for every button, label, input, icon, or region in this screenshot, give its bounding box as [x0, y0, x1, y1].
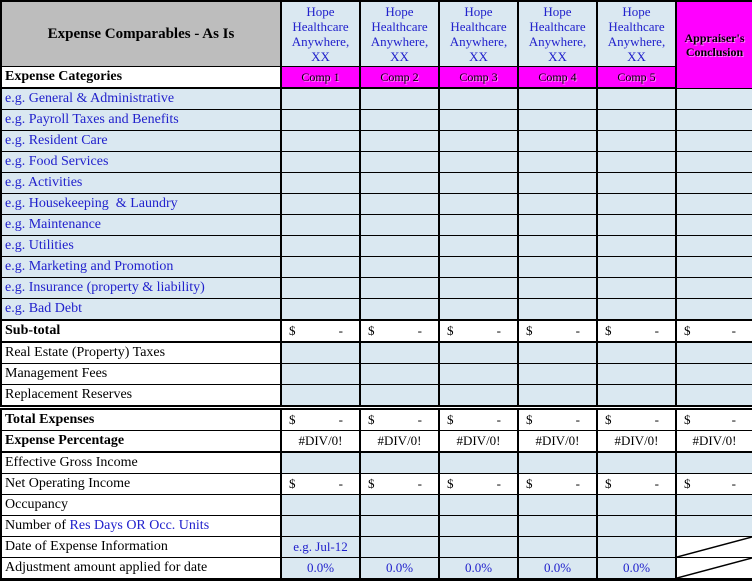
empty-data-cell[interactable]	[597, 495, 676, 516]
table-row	[1, 88, 752, 110]
empty-data-cell[interactable]	[360, 452, 439, 474]
data-cell[interactable]	[597, 537, 676, 558]
error-text: #DIV/0!	[535, 433, 580, 448]
row-label-text: Date of Expense Information	[5, 539, 168, 554]
money-cell[interactable]	[360, 408, 439, 431]
divide-by-zero-error-cell[interactable]	[518, 431, 597, 453]
table-row	[1, 152, 752, 173]
empty-data-cell[interactable]	[439, 516, 518, 537]
data-cell[interactable]	[597, 558, 676, 580]
row-label-text: e.g. Resident Care	[5, 133, 108, 148]
money-cell[interactable]	[518, 320, 597, 342]
expense-categories-header[interactable]: Expense Categories	[1, 67, 281, 89]
money-value: -	[338, 323, 343, 338]
money-cell[interactable]	[439, 474, 518, 495]
empty-data-cell[interactable]	[518, 364, 597, 385]
empty-data-cell[interactable]	[360, 152, 439, 173]
empty-data-cell[interactable]	[518, 215, 597, 236]
money-cell[interactable]	[597, 320, 676, 342]
table-row	[1, 194, 752, 215]
money-cell[interactable]	[597, 408, 676, 431]
money-cell[interactable]	[281, 474, 360, 495]
row-label-cell[interactable]	[1, 516, 281, 537]
row-label-cell[interactable]	[1, 431, 281, 453]
comp-label-1[interactable]: Comp 1	[281, 67, 360, 89]
currency-symbol: $	[605, 476, 612, 491]
empty-data-cell[interactable]	[439, 88, 518, 110]
table-row	[1, 278, 752, 299]
table-row	[1, 110, 752, 131]
empty-data-cell[interactable]	[597, 299, 676, 321]
empty-data-cell[interactable]	[518, 131, 597, 152]
money-cell[interactable]	[281, 408, 360, 431]
comp-label-5[interactable]: Comp 5	[597, 67, 676, 89]
empty-data-cell[interactable]	[281, 194, 360, 215]
table-row	[1, 431, 752, 453]
row-label-text: e.g. Marketing and Promotion	[5, 259, 174, 274]
row-label-text: e.g. General & Administrative	[5, 91, 175, 106]
empty-data-cell[interactable]	[281, 385, 360, 408]
money-value: -	[731, 323, 736, 338]
empty-data-cell[interactable]	[597, 385, 676, 408]
row-label-highlight: Res Days OR Occ. Units	[69, 518, 210, 533]
empty-data-cell[interactable]	[439, 194, 518, 215]
empty-data-cell[interactable]	[676, 495, 752, 516]
money-cell[interactable]	[518, 408, 597, 431]
empty-data-cell[interactable]	[597, 236, 676, 257]
row-label-cell[interactable]	[1, 474, 281, 495]
row-label-text: e.g. Payroll Taxes and Benefits	[5, 112, 179, 127]
error-text: #DIV/0!	[298, 433, 343, 448]
empty-data-cell[interactable]	[439, 110, 518, 131]
empty-data-cell[interactable]	[676, 131, 752, 152]
money-value: -	[575, 412, 580, 427]
empty-data-cell[interactable]	[439, 152, 518, 173]
row-label-cell[interactable]	[1, 320, 281, 342]
currency-symbol: $	[289, 412, 296, 427]
empty-data-cell[interactable]	[518, 152, 597, 173]
empty-data-cell[interactable]	[597, 194, 676, 215]
empty-data-cell[interactable]	[439, 236, 518, 257]
empty-data-cell[interactable]	[676, 278, 752, 299]
divide-by-zero-error-cell[interactable]	[597, 431, 676, 453]
money-value: -	[731, 476, 736, 491]
money-value: -	[496, 412, 501, 427]
empty-data-cell[interactable]	[597, 131, 676, 152]
row-label-text: e.g. Housekeeping & Laundry	[5, 196, 178, 211]
row-label-cell[interactable]	[1, 537, 281, 558]
row-label-text: Real Estate (Property) Taxes	[5, 345, 166, 360]
empty-data-cell[interactable]	[281, 215, 360, 236]
empty-data-cell[interactable]	[360, 516, 439, 537]
empty-data-cell[interactable]	[676, 173, 752, 194]
money-value: -	[338, 412, 343, 427]
row-label-text: Net Operating Income	[5, 476, 131, 491]
empty-data-cell[interactable]	[439, 452, 518, 474]
money-value: -	[417, 476, 422, 491]
empty-data-cell[interactable]	[597, 173, 676, 194]
divide-by-zero-error-cell[interactable]	[676, 431, 752, 453]
empty-data-cell[interactable]	[281, 516, 360, 537]
comp-label-3[interactable]: Comp 3	[439, 67, 518, 89]
table-row	[1, 537, 752, 558]
table-row	[1, 173, 752, 194]
error-text: #DIV/0!	[692, 433, 737, 448]
row-label-text: Sub-total	[5, 323, 61, 338]
data-cell[interactable]	[439, 537, 518, 558]
table-row	[1, 474, 752, 495]
empty-data-cell[interactable]	[439, 364, 518, 385]
row-label-cell[interactable]	[1, 495, 281, 516]
empty-data-cell[interactable]	[676, 236, 752, 257]
comp-label-4[interactable]: Comp 4	[518, 67, 597, 89]
empty-data-cell[interactable]	[676, 342, 752, 364]
row-label-cell[interactable]	[1, 110, 281, 131]
cell-value: 0.0%	[543, 560, 572, 575]
empty-data-cell[interactable]	[597, 516, 676, 537]
empty-data-cell[interactable]	[518, 299, 597, 321]
empty-data-cell[interactable]	[281, 110, 360, 131]
empty-data-cell[interactable]	[281, 342, 360, 364]
money-cell[interactable]	[439, 320, 518, 342]
table-row	[1, 558, 752, 580]
comp-label-row	[1, 67, 752, 89]
diagonal-strike-icon	[677, 537, 752, 557]
money-value: -	[496, 323, 501, 338]
empty-data-cell[interactable]	[360, 194, 439, 215]
row-label-cell[interactable]	[1, 215, 281, 236]
currency-symbol: $	[684, 476, 691, 491]
currency-symbol: $	[605, 412, 612, 427]
table-row	[1, 131, 752, 152]
empty-data-cell[interactable]	[439, 173, 518, 194]
empty-data-cell[interactable]	[439, 299, 518, 321]
money-cell[interactable]	[676, 320, 752, 342]
empty-data-cell[interactable]	[518, 452, 597, 474]
table-row	[1, 215, 752, 236]
empty-data-cell[interactable]	[439, 215, 518, 236]
empty-data-cell[interactable]	[360, 299, 439, 321]
row-label-cell[interactable]	[1, 236, 281, 257]
empty-data-cell[interactable]	[281, 236, 360, 257]
row-label-cell[interactable]	[1, 278, 281, 299]
money-value: -	[654, 323, 659, 338]
empty-data-cell[interactable]	[597, 364, 676, 385]
row-label-cell[interactable]	[1, 364, 281, 385]
currency-symbol: $	[368, 476, 375, 491]
empty-data-cell[interactable]	[439, 278, 518, 299]
data-cell[interactable]	[518, 537, 597, 558]
cell-value: 0.0%	[306, 560, 335, 575]
table-row	[1, 408, 752, 431]
empty-data-cell[interactable]	[518, 88, 597, 110]
money-value: -	[417, 412, 422, 427]
comp-column-header-2[interactable]: Hope Healthcare Anywhere, XX	[360, 1, 439, 67]
empty-data-cell[interactable]	[360, 495, 439, 516]
empty-data-cell[interactable]	[281, 152, 360, 173]
money-value: -	[575, 476, 580, 491]
empty-data-cell[interactable]	[439, 257, 518, 278]
table-row	[1, 342, 752, 364]
data-cell[interactable]	[281, 558, 360, 580]
appraiser-conclusion-header[interactable]: Appraiser's Conclusion	[676, 1, 752, 88]
empty-data-cell[interactable]	[360, 278, 439, 299]
row-label-cell[interactable]	[1, 194, 281, 215]
row-label-cell[interactable]	[1, 257, 281, 278]
money-value: -	[496, 476, 501, 491]
empty-data-cell[interactable]	[360, 110, 439, 131]
empty-data-cell[interactable]	[518, 495, 597, 516]
row-label-text: Effective Gross Income	[5, 455, 138, 470]
data-cell[interactable]	[281, 537, 360, 558]
data-cell[interactable]	[518, 558, 597, 580]
empty-data-cell[interactable]	[518, 257, 597, 278]
empty-data-cell[interactable]	[281, 452, 360, 474]
money-cell[interactable]	[518, 474, 597, 495]
cell-value: 0.0%	[464, 560, 493, 575]
not-applicable-cell[interactable]	[676, 558, 752, 580]
row-label-cell[interactable]	[1, 299, 281, 321]
row-label-text: Expense Percentage	[5, 433, 125, 448]
divide-by-zero-error-cell[interactable]	[281, 431, 360, 453]
empty-data-cell[interactable]	[597, 452, 676, 474]
empty-data-cell[interactable]	[281, 173, 360, 194]
empty-data-cell[interactable]	[360, 236, 439, 257]
money-value: -	[654, 476, 659, 491]
empty-data-cell[interactable]	[439, 131, 518, 152]
empty-data-cell[interactable]	[360, 215, 439, 236]
row-label-cell[interactable]	[1, 408, 281, 431]
not-applicable-cell[interactable]	[676, 537, 752, 558]
currency-symbol: $	[447, 412, 454, 427]
empty-data-cell[interactable]	[439, 385, 518, 408]
empty-data-cell[interactable]	[676, 257, 752, 278]
diagonal-strike-icon	[677, 558, 752, 578]
error-text: #DIV/0!	[614, 433, 659, 448]
row-label-text: Replacement Reserves	[5, 387, 133, 402]
row-label-cell[interactable]	[1, 88, 281, 110]
row-label-text: e.g. Maintenance	[5, 217, 102, 232]
empty-data-cell[interactable]	[597, 278, 676, 299]
empty-data-cell[interactable]	[597, 215, 676, 236]
row-label-cell[interactable]	[1, 558, 281, 580]
empty-data-cell[interactable]	[360, 364, 439, 385]
divide-by-zero-error-cell[interactable]	[439, 431, 518, 453]
empty-data-cell[interactable]	[676, 215, 752, 236]
cell-value: 0.0%	[622, 560, 651, 575]
money-cell[interactable]	[676, 408, 752, 431]
empty-data-cell[interactable]	[518, 385, 597, 408]
empty-data-cell[interactable]	[676, 385, 752, 408]
empty-data-cell[interactable]	[281, 299, 360, 321]
empty-data-cell[interactable]	[360, 257, 439, 278]
empty-data-cell[interactable]	[676, 110, 752, 131]
comp-column-header-3[interactable]: Hope Healthcare Anywhere, XX	[439, 1, 518, 67]
currency-symbol: $	[526, 323, 533, 338]
money-cell[interactable]	[281, 320, 360, 342]
comp-column-header-5[interactable]: Hope Healthcare Anywhere, XX	[597, 1, 676, 67]
table-row	[1, 364, 752, 385]
row-label-cell[interactable]	[1, 152, 281, 173]
empty-data-cell[interactable]	[597, 257, 676, 278]
divide-by-zero-error-cell[interactable]	[360, 431, 439, 453]
table-row	[1, 299, 752, 321]
empty-data-cell[interactable]	[281, 364, 360, 385]
empty-data-cell[interactable]	[281, 131, 360, 152]
money-value: -	[575, 323, 580, 338]
empty-data-cell[interactable]	[281, 495, 360, 516]
comp-column-header-1[interactable]: Hope Healthcare Anywhere, XX	[281, 1, 360, 67]
row-label-cell[interactable]	[1, 131, 281, 152]
empty-data-cell[interactable]	[281, 257, 360, 278]
comp-label-2[interactable]: Comp 2	[360, 67, 439, 89]
currency-symbol: $	[605, 323, 612, 338]
currency-symbol: $	[368, 323, 375, 338]
row-label-cell[interactable]	[1, 385, 281, 408]
empty-data-cell[interactable]	[518, 173, 597, 194]
row-label-text: Adjustment amount applied for date	[5, 560, 208, 575]
table-body	[1, 88, 752, 580]
empty-data-cell[interactable]	[360, 173, 439, 194]
empty-data-cell[interactable]	[597, 88, 676, 110]
currency-symbol: $	[526, 476, 533, 491]
error-text: #DIV/0!	[377, 433, 422, 448]
empty-data-cell[interactable]	[360, 385, 439, 408]
currency-symbol: $	[289, 323, 296, 338]
cell-value: 0.0%	[385, 560, 414, 575]
empty-data-cell[interactable]	[676, 194, 752, 215]
empty-data-cell[interactable]	[676, 452, 752, 474]
empty-data-cell[interactable]	[676, 88, 752, 110]
empty-data-cell[interactable]	[360, 131, 439, 152]
comp-column-header-4[interactable]: Hope Healthcare Anywhere, XX	[518, 1, 597, 67]
row-label-text: e.g. Activities	[5, 175, 83, 190]
currency-symbol: $	[684, 323, 691, 338]
empty-data-cell[interactable]	[597, 152, 676, 173]
empty-data-cell[interactable]	[518, 110, 597, 131]
empty-data-cell[interactable]	[518, 516, 597, 537]
empty-data-cell[interactable]	[676, 299, 752, 321]
row-label-text: Total Expenses	[5, 412, 95, 427]
row-label-cell[interactable]	[1, 452, 281, 474]
table-row	[1, 495, 752, 516]
money-cell[interactable]	[360, 474, 439, 495]
data-cell[interactable]	[360, 537, 439, 558]
table-row	[1, 452, 752, 474]
money-cell[interactable]	[597, 474, 676, 495]
money-value: -	[731, 412, 736, 427]
row-label-text: e.g. Utilities	[5, 238, 74, 253]
money-cell[interactable]	[360, 320, 439, 342]
empty-data-cell[interactable]	[676, 516, 752, 537]
empty-data-cell[interactable]	[676, 152, 752, 173]
currency-symbol: $	[447, 323, 454, 338]
table-row	[1, 320, 752, 342]
currency-symbol: $	[526, 412, 533, 427]
empty-data-cell[interactable]	[518, 194, 597, 215]
empty-data-cell[interactable]	[360, 88, 439, 110]
money-value: -	[338, 476, 343, 491]
empty-data-cell[interactable]	[676, 364, 752, 385]
table-title[interactable]: Expense Comparables - As Is	[1, 1, 281, 67]
row-label-cell[interactable]	[1, 342, 281, 364]
currency-symbol: $	[368, 412, 375, 427]
currency-symbol: $	[447, 476, 454, 491]
currency-symbol: $	[289, 476, 296, 491]
row-label-text: Occupancy	[5, 497, 68, 512]
data-cell[interactable]	[439, 558, 518, 580]
row-label-prefix: Number of	[5, 518, 70, 533]
table-row	[1, 236, 752, 257]
data-cell[interactable]	[360, 558, 439, 580]
currency-symbol: $	[684, 412, 691, 427]
empty-data-cell[interactable]	[597, 342, 676, 364]
table-row	[1, 385, 752, 408]
row-label-text: Management Fees	[5, 366, 108, 381]
empty-data-cell[interactable]	[439, 495, 518, 516]
money-cell[interactable]	[439, 408, 518, 431]
empty-data-cell[interactable]	[518, 236, 597, 257]
money-value: -	[654, 412, 659, 427]
empty-data-cell[interactable]	[439, 342, 518, 364]
empty-data-cell[interactable]	[518, 278, 597, 299]
empty-data-cell[interactable]	[597, 110, 676, 131]
table-row	[1, 257, 752, 278]
table-row	[1, 516, 752, 537]
money-value: -	[417, 323, 422, 338]
error-text: #DIV/0!	[456, 433, 501, 448]
empty-data-cell[interactable]	[518, 342, 597, 364]
empty-data-cell[interactable]	[281, 88, 360, 110]
money-cell[interactable]	[676, 474, 752, 495]
row-label-cell[interactable]	[1, 173, 281, 194]
cell-value: e.g. Jul-12	[293, 539, 348, 554]
header-row	[1, 1, 752, 67]
empty-data-cell[interactable]	[281, 278, 360, 299]
row-label-text: e.g. Bad Debt	[5, 301, 82, 316]
row-label-text: e.g. Insurance (property & liability)	[5, 280, 205, 295]
empty-data-cell[interactable]	[360, 342, 439, 364]
row-label-text: e.g. Food Services	[5, 154, 109, 169]
